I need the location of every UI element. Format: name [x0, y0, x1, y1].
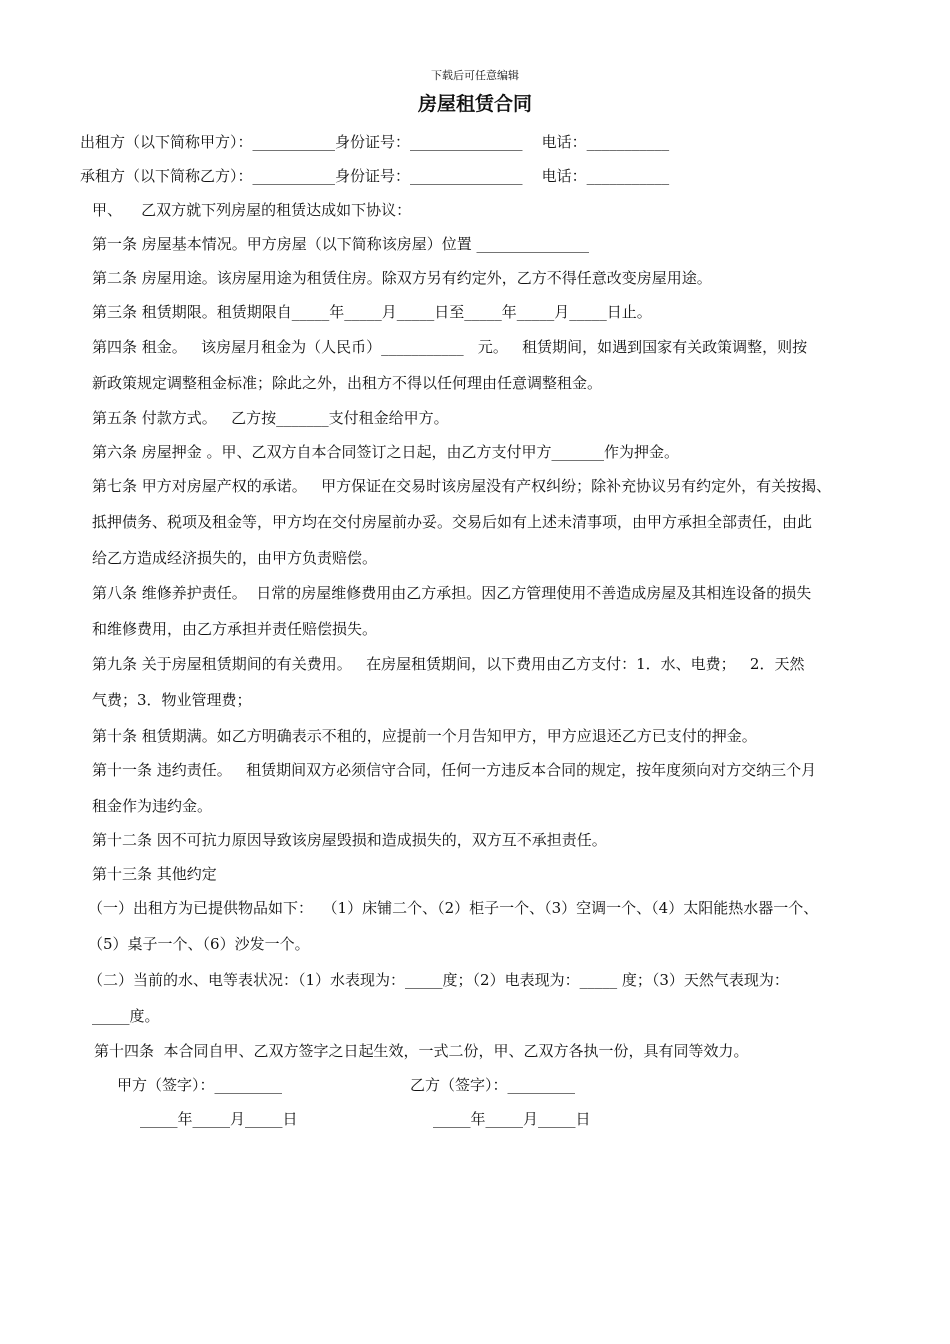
article-13-item-2-line-1: （二）当前的水、电等表状况：（1）水表现为：_____度；（2）电表现为：_____ 度；（3）天然气表现为：	[88, 971, 789, 989]
lessor-line: 出租方（以下简称甲方）：___________身份证号：_______________ 电话：___________	[80, 133, 670, 151]
article-3: 第三条 租赁期限。租赁期限自_____年_____月_____日至_____年_____月_____日止。	[92, 303, 652, 321]
article-5: 第五条 付款方式。 乙方按_______支付租金给甲方。	[92, 409, 449, 427]
article-1: 第一条 房屋基本情况。甲方房屋（以下简称该房屋）位置 _______________	[92, 235, 590, 253]
header-note: 下载后可任意编辑	[431, 69, 519, 82]
intro-line: 甲、 乙双方就下列房屋的租赁达成如下协议：	[92, 201, 412, 219]
article-12: 第十二条 因不可抗力原因导致该房屋毁损和造成损失的，双方互不承担责任。	[92, 831, 607, 849]
article-11-line-1: 第十一条 违约责任。 租赁期间双方必须信守合同，任何一方违反本合同的规定，按年度须向对方交纳三个月	[92, 761, 817, 779]
article-4-line-1: 第四条 租金。 该房屋月租金为（人民币）___________ 元。 租赁期间，如遇到国家有关政策调整，则按	[92, 338, 808, 356]
article-10: 第十条 租赁期满。如乙方明确表示不租的，应提前一个月告知甲方，甲方应退还乙方已支付的押金。	[92, 727, 757, 745]
article-9-line-2: 气费；3．物业管理费；	[92, 691, 252, 709]
article-7-line-3: 给乙方造成经济损失的，由甲方负责赔偿。	[92, 549, 378, 567]
article-6: 第六条 房屋押金 。甲、乙双方自本合同签订之日起，由乙方支付甲方_______作为押金。	[92, 443, 680, 461]
article-8-line-2: 和维修费用，由乙方承担并责任赔偿损失。	[92, 620, 378, 638]
article-9-line-1: 第九条 关于房屋租赁期间的有关费用。 在房屋租赁期间，以下费用由乙方支付：1．水、电费； 2．天然	[92, 655, 805, 673]
article-4-line-2: 新政策规定调整租金标准；除此之外，出租方不得以任何理由任意调整租金。	[92, 374, 603, 392]
lessee-line: 承租方（以下简称乙方）：___________身份证号：_______________ 电话：___________	[80, 167, 670, 185]
article-13-item-2-line-2: _____度。	[92, 1007, 160, 1025]
article-13: 第十三条 其他约定	[92, 865, 217, 883]
article-14: 第十四条 本合同自甲、乙双方签字之日起生效，一式二份，甲、乙双方各执一份，具有同等效力。	[94, 1042, 749, 1060]
article-7-line-2: 抵押债务、税项及租金等，甲方均在交付房屋前办妥。交易后如有上述未清事项，由甲方承担全部责任，由此	[92, 513, 813, 531]
party-b-signature: 乙方（签字）：_________	[410, 1076, 576, 1094]
party-a-signature: 甲方（签字）：_________	[117, 1076, 283, 1094]
party-b-date: _____年_____月_____日	[433, 1110, 591, 1128]
article-2: 第二条 房屋用途。该房屋用途为租赁住房。除双方另有约定外，乙方不得任意改变房屋用途。	[92, 269, 712, 287]
article-11-line-2: 租金作为违约金。	[92, 797, 213, 815]
document-title: 房屋租赁合同	[417, 93, 532, 115]
article-8-line-1: 第八条 维修养护责任。 日常的房屋维修费用由乙方承担。因乙方管理使用不善造成房屋及其相连设备的损失	[92, 584, 812, 602]
party-a-date: _____年_____月_____日	[140, 1110, 298, 1128]
article-13-item-1-line-2: （5）桌子一个、（6）沙发一个。	[88, 935, 310, 953]
article-13-item-1-line-1: （一）出租方为已提供物品如下： （1）床铺二个、（2）柜子一个、（3）空调一个、（4）太阳能热水器一个、	[88, 899, 819, 917]
article-7-line-1: 第七条 甲方对房屋产权的承诺。 甲方保证在交易时该房屋没有产权纠纷；除补充协议另有约定外，有关按揭、	[92, 477, 832, 495]
